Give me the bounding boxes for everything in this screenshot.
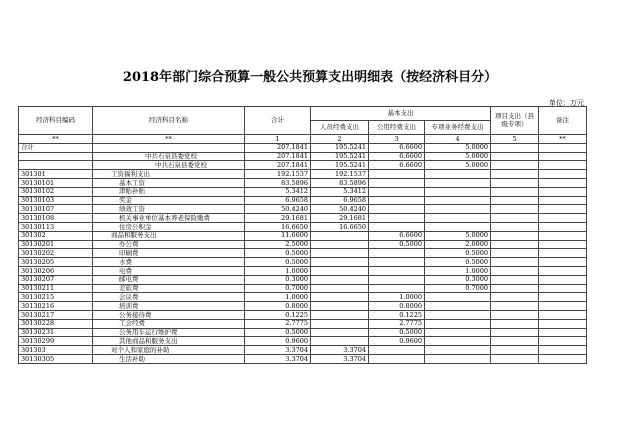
cell-total: 0.3000 (245, 275, 311, 284)
cell-remark (539, 302, 587, 311)
table-row (19, 266, 587, 275)
cell-project (491, 240, 539, 249)
cell-name: 公务接待费 (93, 310, 245, 319)
cell-personnel: 29.1681 (311, 214, 369, 223)
cell-name: 奖金 (93, 196, 245, 205)
cell-code: 30130103 (19, 196, 93, 205)
cell-project (491, 170, 539, 179)
cell-code: 30130305 (19, 354, 93, 363)
cell-code: 30130211 (19, 284, 93, 293)
cell-remark (539, 231, 587, 240)
cell-project (491, 187, 539, 196)
cell-special (425, 187, 491, 196)
cell-name: 电费 (93, 266, 245, 275)
cell-code: 30130101 (19, 178, 93, 187)
header-basic: 基本支出 (311, 107, 491, 121)
table-row (19, 178, 587, 187)
cell-code: 301301 (19, 170, 93, 179)
cell-name: 津贴补贴 (93, 187, 245, 196)
cell-code: 30130102 (19, 187, 93, 196)
cell-name: 差旅费 (93, 284, 245, 293)
cell-total: 2.7775 (245, 319, 311, 328)
cell-total: 0.8000 (245, 302, 311, 311)
cell-total: 0.1225 (245, 310, 311, 319)
cell-remark (539, 222, 587, 231)
cell-personnel: 50.4240 (311, 205, 369, 214)
table-row (19, 310, 587, 319)
unit-label: 单位：万元 (549, 99, 584, 107)
cell-personnel (311, 337, 369, 346)
page-title: 2018年部门综合预算一般公共预算支出明细表（按经济科目分） (122, 70, 498, 85)
cell-special: 5.0000 (425, 231, 491, 240)
cell-code: 30130113 (19, 222, 93, 231)
header-special: 专项业务经费支出 (425, 121, 491, 135)
cell-personnel: 16.6650 (311, 222, 369, 231)
cell-code (19, 152, 93, 161)
cell-personnel: 83.5896 (311, 178, 369, 187)
cell-name: 工会经费 (93, 319, 245, 328)
cell-code: 30130207 (19, 275, 93, 284)
cell-name: 办公费 (93, 240, 245, 249)
cell-public (369, 214, 425, 223)
cell-special (425, 319, 491, 328)
cell-code: 30130299 (19, 337, 93, 346)
cell-project (491, 275, 539, 284)
cell-remark (539, 310, 587, 319)
cell-public: 6.6600 (369, 231, 425, 240)
cell-project (491, 284, 539, 293)
header-name: 经济科目名称 (93, 107, 245, 135)
cell-special: 1.0000 (425, 266, 491, 275)
cell-remark (539, 178, 587, 187)
cell-code: 30130201 (19, 240, 93, 249)
cell-code (19, 161, 93, 170)
index-cell: 5 (491, 135, 539, 144)
cell-project (491, 266, 539, 275)
cell-total: 0.5000 (245, 328, 311, 337)
cell-project (491, 337, 539, 346)
cell-remark (539, 152, 587, 161)
cell-remark (539, 328, 587, 337)
cell-project (491, 302, 539, 311)
cell-remark (539, 346, 587, 355)
cell-project (491, 293, 539, 302)
cell-name: 会议费 (93, 293, 245, 302)
table-row (19, 302, 587, 311)
cell-name: 工资福利支出 (93, 170, 245, 179)
cell-personnel: 195.5241 (311, 152, 369, 161)
cell-name: 公务用车运行维护费 (93, 328, 245, 337)
cell-public (369, 196, 425, 205)
cell-total: 16.6650 (245, 222, 311, 231)
table-row (19, 187, 587, 196)
index-row (19, 135, 587, 144)
cell-special (425, 293, 491, 302)
index-cell: ** (93, 135, 245, 144)
cell-special (425, 346, 491, 355)
cell-project (491, 249, 539, 258)
cell-remark (539, 143, 587, 152)
cell-special: 0.5000 (425, 258, 491, 267)
cell-name: 其他商品和服务支出 (93, 337, 245, 346)
table-row (19, 346, 587, 355)
cell-code: 30130216 (19, 302, 93, 311)
cell-name: 绩效工资 (93, 205, 245, 214)
cell-project (491, 143, 539, 152)
cell-public (369, 284, 425, 293)
index-cell: ** (539, 135, 587, 144)
cell-personnel (311, 231, 369, 240)
cell-remark (539, 249, 587, 258)
header-personnel: 人员经费支出 (311, 121, 369, 135)
cell-total: 0.5000 (245, 258, 311, 267)
cell-personnel (311, 293, 369, 302)
cell-public (369, 222, 425, 231)
cell-special (425, 170, 491, 179)
header-remark: 备注 (539, 107, 587, 135)
cell-public: 0.1225 (369, 310, 425, 319)
cell-special (425, 328, 491, 337)
cell-total: 29.1681 (245, 214, 311, 223)
index-cell: ** (19, 135, 93, 144)
index-cell: 2 (311, 135, 369, 144)
cell-special: 0.3000 (425, 275, 491, 284)
cell-remark (539, 205, 587, 214)
cell-name: 邮电费 (93, 275, 245, 284)
cell-name: 生活补助 (93, 354, 245, 363)
cell-project (491, 319, 539, 328)
cell-code: 30130217 (19, 310, 93, 319)
table-row (19, 143, 587, 152)
cell-special: 5.0000 (425, 152, 491, 161)
cell-personnel (311, 266, 369, 275)
cell-public (369, 178, 425, 187)
header-total: 合计 (245, 107, 311, 135)
cell-total: 5.3412 (245, 187, 311, 196)
cell-personnel (311, 258, 369, 267)
cell-personnel (311, 302, 369, 311)
cell-project (491, 161, 539, 170)
cell-project (491, 178, 539, 187)
cell-name: 基本工资 (93, 178, 245, 187)
header-public: 公用经费支出 (369, 121, 425, 135)
cell-personnel: 195.5241 (311, 143, 369, 152)
budget-table (18, 106, 587, 364)
cell-personnel: 5.3412 (311, 187, 369, 196)
cell-code: 30130215 (19, 293, 93, 302)
table-row (19, 249, 587, 258)
cell-remark (539, 275, 587, 284)
cell-remark (539, 266, 587, 275)
cell-code: 30130108 (19, 214, 93, 223)
table-row (19, 240, 587, 249)
cell-code: 30130228 (19, 319, 93, 328)
cell-personnel: 195.5241 (311, 161, 369, 170)
cell-code: 30130205 (19, 258, 93, 267)
cell-name: 中共石泉县委党校 (93, 161, 245, 170)
table-row (19, 205, 587, 214)
cell-total: 1.0000 (245, 293, 311, 302)
cell-project (491, 205, 539, 214)
table-row (19, 319, 587, 328)
cell-special (425, 214, 491, 223)
cell-personnel: 192.1537 (311, 170, 369, 179)
cell-total: 83.5896 (245, 178, 311, 187)
cell-remark (539, 187, 587, 196)
cell-name: 中共石泉县委党校 (93, 152, 245, 161)
cell-personnel (311, 310, 369, 319)
cell-project (491, 258, 539, 267)
cell-project (491, 152, 539, 161)
cell-project (491, 354, 539, 363)
cell-total: 192.1537 (245, 170, 311, 179)
cell-code: 301302 (19, 231, 93, 240)
cell-total: 3.3704 (245, 346, 311, 355)
table-row (19, 152, 587, 161)
index-cell: 4 (425, 135, 491, 144)
cell-name: 印刷费 (93, 249, 245, 258)
cell-public: 0.5000 (369, 240, 425, 249)
table-row (19, 354, 587, 363)
cell-special (425, 354, 491, 363)
cell-public (369, 258, 425, 267)
cell-total: 0.9600 (245, 337, 311, 346)
cell-code: 301303 (19, 346, 93, 355)
table-row (19, 258, 587, 267)
cell-personnel (311, 328, 369, 337)
cell-total: 6.9658 (245, 196, 311, 205)
cell-remark (539, 319, 587, 328)
cell-special: 0.7000 (425, 284, 491, 293)
cell-special: 5.0000 (425, 143, 491, 152)
table-row (19, 161, 587, 170)
cell-personnel (311, 319, 369, 328)
cell-project (491, 346, 539, 355)
cell-code: 30130107 (19, 205, 93, 214)
cell-name: 住房公积金 (93, 222, 245, 231)
table-row (19, 284, 587, 293)
cell-total: 207.1841 (245, 161, 311, 170)
cell-remark (539, 293, 587, 302)
cell-remark (539, 240, 587, 249)
cell-total: 207.1841 (245, 143, 311, 152)
table-row (19, 196, 587, 205)
cell-public (369, 205, 425, 214)
cell-code: 30130202 (19, 249, 93, 258)
index-cell: 3 (369, 135, 425, 144)
cell-personnel: 3.3704 (311, 354, 369, 363)
table-row (19, 275, 587, 284)
cell-special: 0.5000 (425, 249, 491, 258)
table-body (19, 143, 587, 363)
cell-project (491, 214, 539, 223)
cell-project (491, 196, 539, 205)
cell-public (369, 354, 425, 363)
cell-remark (539, 337, 587, 346)
cell-code: 合计 (19, 143, 93, 152)
cell-remark (539, 354, 587, 363)
cell-special (425, 302, 491, 311)
cell-public (369, 346, 425, 355)
cell-remark (539, 161, 587, 170)
cell-special (425, 196, 491, 205)
cell-public: 0.8000 (369, 302, 425, 311)
cell-personnel (311, 249, 369, 258)
cell-project (491, 328, 539, 337)
cell-special: 5.0000 (425, 161, 491, 170)
cell-public: 0.5000 (369, 328, 425, 337)
table-row (19, 337, 587, 346)
cell-name: 对个人和家庭的补助 (93, 346, 245, 355)
cell-total: 50.4240 (245, 205, 311, 214)
cell-special (425, 337, 491, 346)
cell-public (369, 266, 425, 275)
cell-public (369, 187, 425, 196)
cell-remark (539, 196, 587, 205)
cell-total: 0.5000 (245, 249, 311, 258)
cell-personnel (311, 275, 369, 284)
cell-public: 6.6600 (369, 143, 425, 152)
cell-project (491, 222, 539, 231)
cell-remark (539, 258, 587, 267)
cell-public: 0.9600 (369, 337, 425, 346)
table-row (19, 170, 587, 179)
cell-total: 1.0000 (245, 266, 311, 275)
cell-special (425, 310, 491, 319)
cell-code: 30130206 (19, 266, 93, 275)
table-row (19, 293, 587, 302)
cell-name: 商品和服务支出 (93, 231, 245, 240)
cell-total: 3.3704 (245, 354, 311, 363)
cell-public: 2.7775 (369, 319, 425, 328)
table-row (19, 231, 587, 240)
index-cell: 1 (245, 135, 311, 144)
cell-special: 2.0000 (425, 240, 491, 249)
cell-project (491, 231, 539, 240)
cell-name: 水费 (93, 258, 245, 267)
cell-total: 11.6600 (245, 231, 311, 240)
cell-public: 6.6600 (369, 152, 425, 161)
cell-personnel (311, 240, 369, 249)
cell-code: 30130231 (19, 328, 93, 337)
cell-public: 1.0000 (369, 293, 425, 302)
cell-project (491, 310, 539, 319)
cell-public (369, 170, 425, 179)
cell-public (369, 249, 425, 258)
cell-special (425, 178, 491, 187)
cell-special (425, 222, 491, 231)
cell-total: 2.5000 (245, 240, 311, 249)
cell-name: 机关事业单位基本养老保险缴费 (93, 214, 245, 223)
cell-personnel: 6.9658 (311, 196, 369, 205)
cell-remark (539, 170, 587, 179)
cell-total: 207.1841 (245, 152, 311, 161)
cell-name (93, 143, 245, 152)
cell-special (425, 205, 491, 214)
header-code: 经济科目编码 (19, 107, 93, 135)
table-row (19, 222, 587, 231)
cell-public: 6.6600 (369, 161, 425, 170)
cell-personnel: 3.3704 (311, 346, 369, 355)
header-project: 项目支出（县级专项） (491, 107, 539, 135)
cell-remark (539, 214, 587, 223)
cell-public (369, 275, 425, 284)
cell-remark (539, 284, 587, 293)
cell-name: 培训费 (93, 302, 245, 311)
table-row (19, 328, 587, 337)
table-row (19, 214, 587, 223)
cell-total: 0.7000 (245, 284, 311, 293)
cell-personnel (311, 284, 369, 293)
